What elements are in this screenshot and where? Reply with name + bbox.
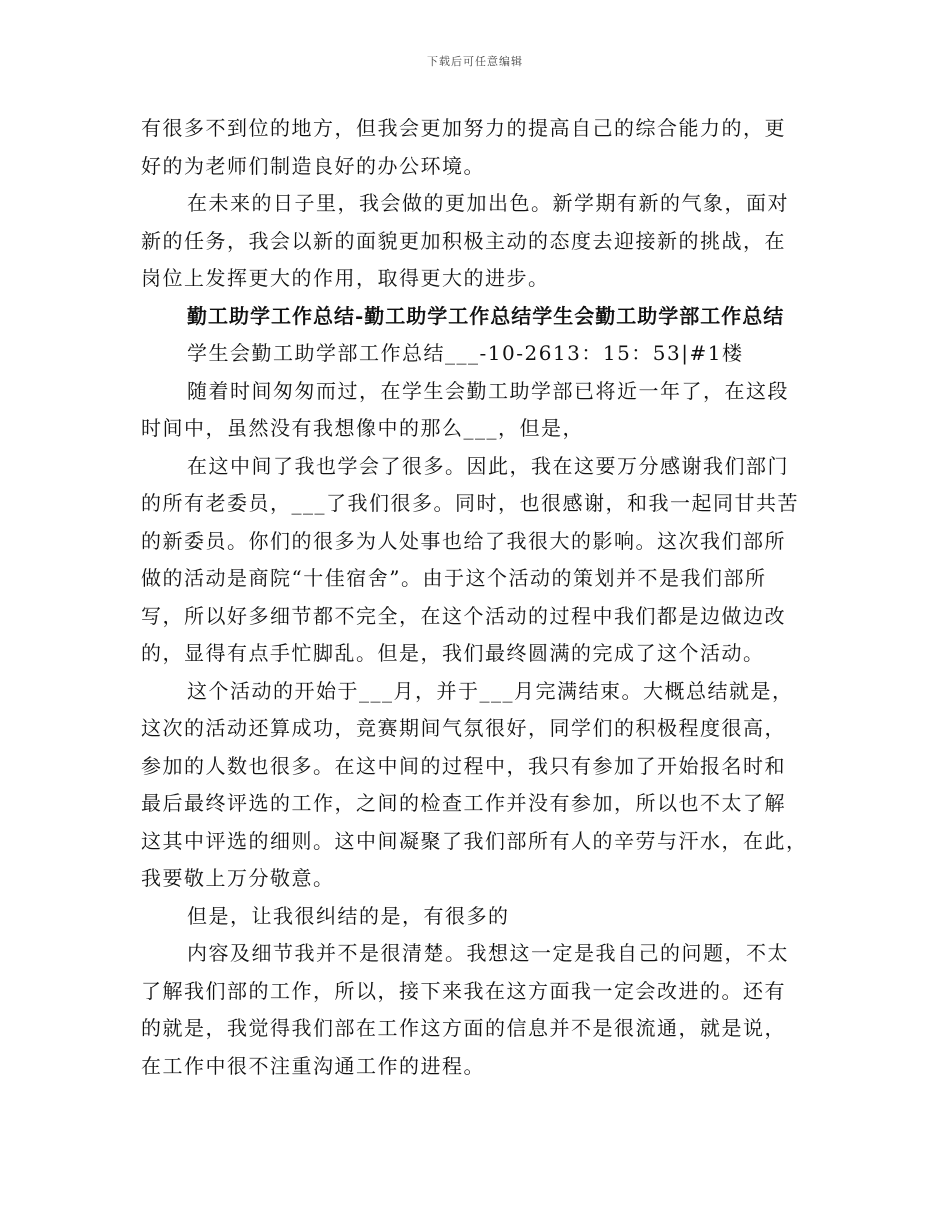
text-line: 时间中，虽然没有我想像中的那么___，但是， — [141, 416, 584, 440]
text-line: 我要敬上万分敬意。 — [141, 866, 335, 890]
text-line: 这次的活动还算成功，竞赛期间气氛很好，同学们的积极程度很高， — [141, 716, 786, 740]
text-line: 但是，让我很纠结的是，有很多的 — [187, 903, 510, 928]
text-line: 的就是，我觉得我们部在工作这方面的信息并不是很流通，就是说， — [141, 1016, 786, 1040]
text-line: 在工作中很不注重沟通工作的进程。 — [141, 1053, 485, 1078]
text-line: 岗位上发挥更大的作用，取得更大的进步。 — [141, 266, 550, 290]
text-line: 了解我们部的工作，所以，接下来我在这方面我一定会改进的。还有 — [141, 978, 786, 1003]
text-line: 的所有老委员，___了我们很多。同时，也很感谢，和我一起同甘共苦 — [141, 491, 799, 515]
text-line: 写，所以好多细节都不完全，在这个活动的过程中我们都是边做边改 — [141, 603, 786, 628]
text-line: 做的活动是商院“十佳宿舍”。由于这个活动的策划并不是我们部所 — [141, 566, 767, 590]
text-line: 在未来的日子里，我会做的更加出色。新学期有新的气象，面对 — [187, 191, 789, 215]
text-line: 这个活动的开始于___月，并于___月完满结束。大概总结就是， — [187, 678, 794, 703]
text-line: 在这中间了我也学会了很多。因此，我在这要万分感谢我们部门 — [187, 453, 789, 478]
text-line: 这其中评选的细则。这中间凝聚了我们部所有人的辛劳与汗水，在此， — [141, 828, 808, 853]
text-line: 好的为老师们制造良好的办公环境。 — [141, 153, 485, 178]
text-line: 最后最终评选的工作，之间的检查工作并没有参加，所以也不太了解 — [141, 791, 786, 815]
text-line: 参加的人数也很多。在这中间的过程中，我只有参加了开始报名时和 — [141, 753, 786, 778]
text-line: 随着时间匆匆而过，在学生会勤工助学部已将近一年了，在这段 — [187, 378, 789, 403]
text-line: 新的任务，我会以新的面貌更加积极主动的态度去迎接新的挑战，在 — [141, 228, 786, 253]
text-line: 有很多不到位的地方，但我会更加努力的提高自己的综合能力的，更 — [141, 116, 786, 140]
text-line: 的，显得有点手忙脚乱。但是，我们最终圆满的完成了这个活动。 — [141, 641, 765, 665]
document-body — [141, 110, 821, 1085]
post-meta-line: 学生会勤工助学部工作总结___-10-2613：15：53|#1楼 — [187, 341, 744, 365]
page-header: 下载后可任意编辑 — [427, 55, 523, 68]
section-heading: 勤工助学工作总结-勤工助学工作总结学生会勤工助学部工作总结 — [187, 303, 785, 328]
text-line: 的新委员。你们的很多为人处事也给了我很大的影响。这次我们部所 — [141, 528, 786, 553]
text-line: 内容及细节我并不是很清楚。我想这一定是我自己的问题，不太 — [187, 941, 789, 965]
